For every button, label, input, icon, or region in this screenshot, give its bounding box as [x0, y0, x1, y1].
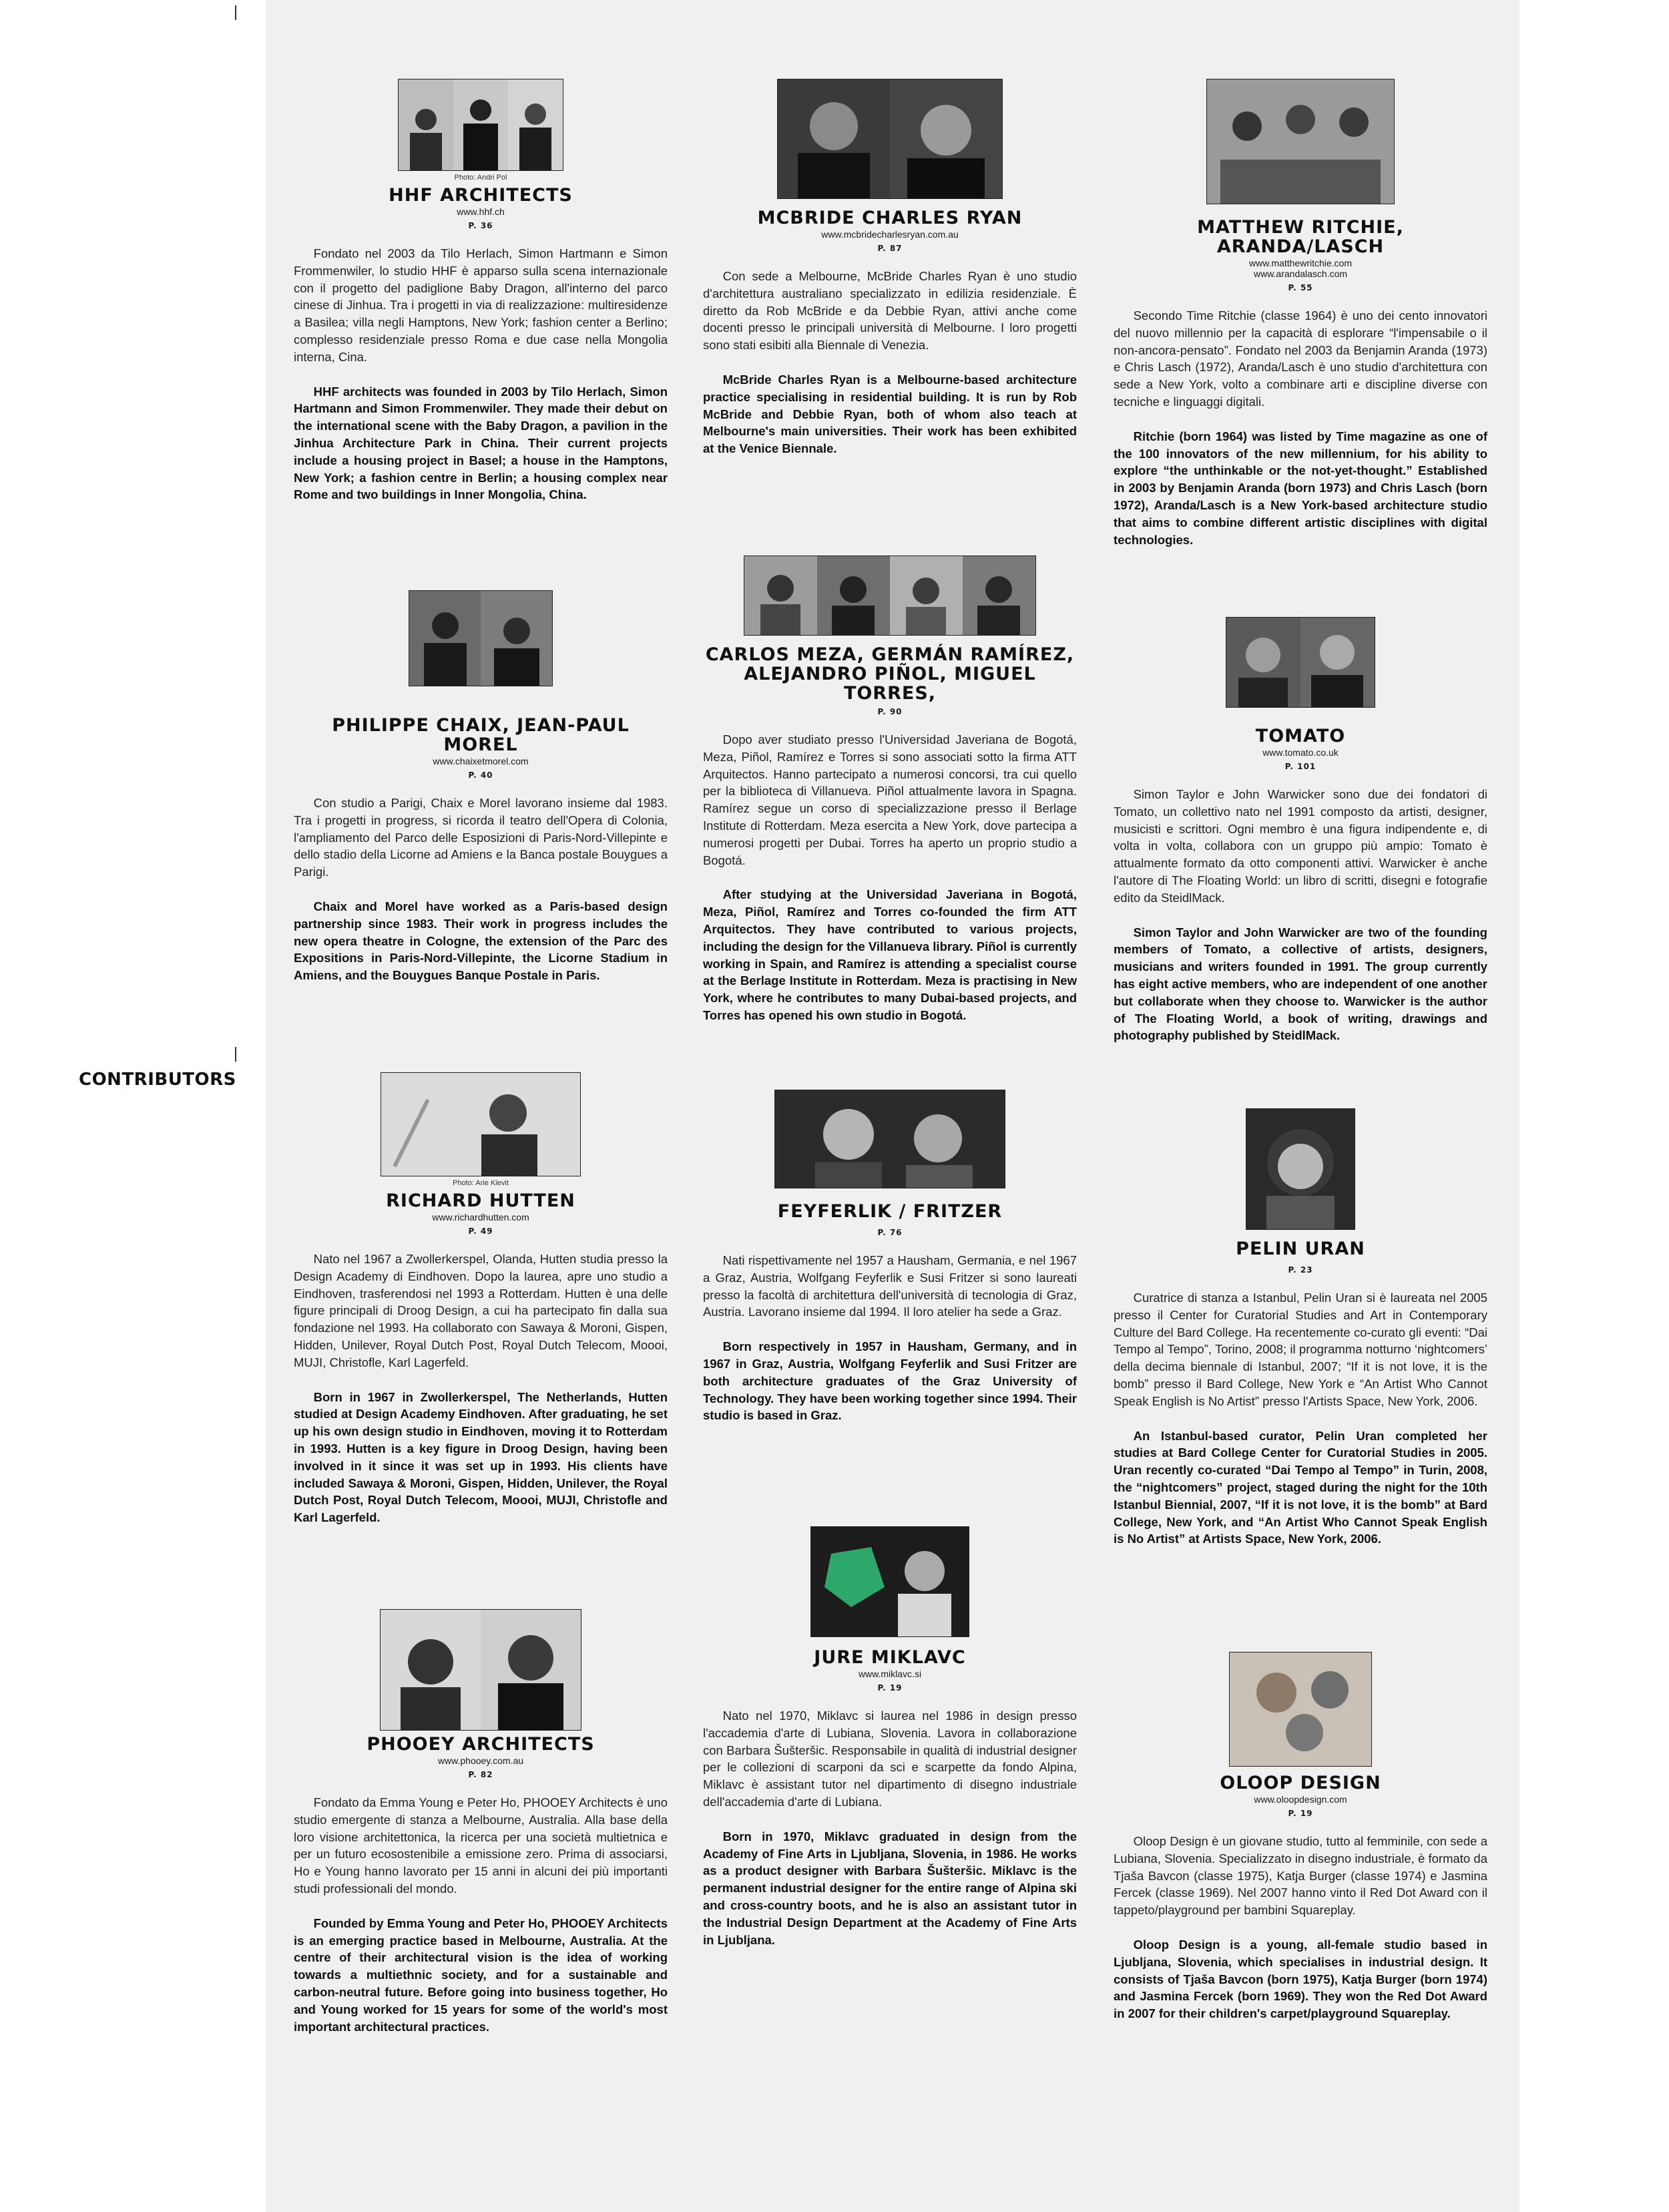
photo-uran [1246, 1108, 1355, 1230]
entry-oloop-design [1114, 1652, 1487, 2034]
photo-meza-ramirez-pinol-torres [744, 556, 1036, 636]
entry-feyferlik-fritzer [703, 1090, 1077, 1437]
bio-english: An Istanbul-based curator, Pelin Uran completed her studies at Bard College Center for Curatorial Studies in 2005. Uran recently co-curated “Dai Tempo al Tempo” in Turin, 2008, the “nightcomers” project, staged during the night for the 10th Istanbul Biennial, 2007, “If it is not love, it is the bomb” at Bard College, New York, and “An Artist Who Cannot Speak English is No Artist” at Artists Space, New York, 2006. [1114, 1428, 1487, 1546]
page-reference: P. 36 [468, 221, 493, 230]
bio-english: Founded by Emma Young and Peter Ho, PHOOEY Architects is an emerging practice based in Melbourne, Australia. At the centre of their architectural vision is the idea of working towards a multiethnic society, and for a sustainable and carbon-neutral future. Before going into business together, Ho and Young worked for 15 years for some of the world's most important architectural practices. [294, 1916, 668, 2034]
contributor-name: MCBRIDE CHARLES RYAN [757, 208, 1023, 228]
contributor-name: CARLOS MEZA, GERMÁN RAMÍREZ, ALEJANDRO PIÑOL, MIGUEL TORRES, [705, 644, 1075, 704]
page-reference: P. 82 [468, 1770, 493, 1779]
bio-italian: Simon Taylor e John Warwicker sono due dei fondatori di Tomato, un collettivo nato nel 1991 composto da artisti, designer, musicisti e scrittori. Ogni membro è una figura indipendente e, di volta in volta, collabora con un gruppo più ampio: Tomato è attualmente formato da otto componenti attivi. Warwicker è anche l'autore di The Floating World: un libro di scritti, disegni e fotografie edito da SteidlMack. [1114, 787, 1487, 905]
bio-italian: Con studio a Parigi, Chaix e Morel lavorano insieme dal 1983. Tra i progetti in progress, si ricorda il teatro dell'Opera di Colonia, l'ampliamento del Parco delle Esposizioni di Paris-Nord-Villepinte e dello stadio della Licorne ad Amiens e la Banca postale Bouygues a Parigi. [294, 796, 668, 879]
bio-italian: Secondo Time Ritchie (classe 1964) è uno dei cento innovatori del nuovo millennio per la capacità di esplorare “l'impensabile o il non-ancora-pensato”. Fondato nel 2003 da Benjamin Aranda (1973) e Chris Lasch (1972), Aranda/Lasch è uno studio d'architettura con sede a New York, volto a combinare arti e discipline diverse con tecniche e linguaggi digitali. [1114, 308, 1487, 409]
bio-italian: Curatrice di stanza a Istanbul, Pelin Uran si è laureata nel 2005 presso il Center for Curatorial Studies and Art in Contemporary Culture del Bard College. Ha recentemente co-curato gli eventi: “Dai Tempo al Tempo”, Torino, 2008; il programma notturno ‘nightcomers’ della decima biennale di Istanbul, 2007; “If it is not love, it is the bomb” presso il Bard College, New York e “An Artist Who Cannot Speak English is No Artist” presso l'Artists Space, New York, 2006. [1114, 1291, 1487, 1408]
entry-ritchie-aranda-lasch [1114, 79, 1487, 561]
photo-oloop [1229, 1652, 1372, 1767]
contributor-url[interactable]: www.hhf.ch [457, 206, 505, 217]
section-label: CONTRIBUTORS [79, 1070, 236, 1090]
bio-italian: Con sede a Melbourne, McBride Charles Ryan è uno studio d'architettura australiano specializzato in edilizia residenziale. È diretto da Rob McBride e da Debbie Ryan, attivi anche come docenti presso le principali università di Melbourne. I loro progetti sono stati esibiti alla Biennale di Venezia. [703, 269, 1077, 353]
bio-english: After studying at the Universidad Javeriana in Bogotá, Meza, Piñol, Ramírez and Torres co-founded the firm ATT Arquitectos. They have contributed to various projects, including the design for the Villanueva library. Piñol is currently working in Spain, and Ramírez is attending a specialist course at the Berlage Institute in Rotterdam. Meza is practising in New York, where he contributes to many Dubai-based projects, and Torres has opened his own studio in Bogotá. [703, 887, 1077, 1022]
crop-mark-middle [235, 1047, 236, 1062]
entry-tomato [1114, 617, 1487, 1057]
bio-italian: Nati rispettivamente nel 1957 a Hausham, Germania, e nel 1967 a Graz, Austria, Wolfgang Feyferlik e Susi Fritzer si sono laureati presso la facoltà di architettura dell'università di tecnologia di Graz, Austria. Lavorano insieme dal 1994. Il loro atelier ha sede a Graz. [703, 1253, 1077, 1319]
bio-italian: Nato nel 1967 a Zwollerkerspel, Olanda, Hutten studia presso la Design Academy di Eindhoven. Dopo la laurea, apre uno studio a Eindhoven, trasferendosi nel 1993 a Rotterdam. Hutten è una delle figure principali di Droog Design, a cui ha partecipato fin dalla sua fondazione nel 1993. Ha collaborato con Sawaya & Moroni, Gispen, Hidden, Unilever, Royal Dutch Post, Royal Dutch Telecom, Moooi, MUJI, Christofle, Karl Lagerfeld. [294, 1252, 668, 1369]
contributor-url-2[interactable]: www.arandalasch.com [1253, 268, 1348, 279]
page-reference: P. 23 [1288, 1265, 1313, 1275]
bio-english: Chaix and Morel have worked as a Paris-based design partnership since 1983. Their work in progress includes the new opera theatre in Cologne, the extension of the Parc des Expositions in Paris-Nord-Villepinte, the Licorne Stadium in Amiens, and the Bouygues Banque Postale in Paris. [294, 899, 668, 983]
contributor-url[interactable]: www.mcbridecharlesryan.com.au [821, 229, 959, 240]
contributor-name: MATTHEW RITCHIE, ARANDA/LASCH [1197, 217, 1404, 257]
bio-italian: Fondato da Emma Young e Peter Ho, PHOOEY Architects è uno studio emergente di stanza a Melbourne, Australia. Alla base della loro visione architettonica, la ricerca per una società multietnica e per un futuro ecosostenibile a emissione zero. Prima di associarsi, Ho e Young hanno lavorato per 15 anni in alcuni dei più importanti studi professionali del mondo. [294, 1795, 668, 1896]
page-reference: P. 76 [877, 1228, 903, 1237]
contributor-name: HHF ARCHITECTS [389, 185, 573, 206]
bio-english: Born respectively in 1957 in Hausham, Germany, and in 1967 in Graz, Austria, Wolfgang Feyferlik and Susi Fritzer are both architecture graduates of the Graz University of Technology. They have been working together since 1994. Their studio is based in Graz. [703, 1339, 1077, 1423]
entry-jure-miklavc [703, 1526, 1077, 1961]
contributor-name: OLOOP DESIGN [1220, 1773, 1381, 1793]
page-reference: P. 19 [1288, 1809, 1313, 1818]
bio-english: Oloop Design is a young, all-female studio based in Ljubljana, Slovenia, which specialises in industrial design. It consists of Tjaša Bavcon (born 1975), Katja Burger (born 1974) and Jasmina Fercek (born 1969). They won the Red Dot Award in 2007 for their children's carpet/playground Squareplay. [1114, 1937, 1487, 2021]
contributor-url[interactable]: www.oloopdesign.com [1254, 1794, 1347, 1805]
entry-richard-hutten [294, 1072, 668, 1538]
contributor-name: FEYFERLIK / FRITZER [777, 1201, 1003, 1222]
bio-english: Born in 1970, Miklavc graduated in design from the Academy of Fine Arts in Ljubljana, Slovenia, in 1986. He works as a product designer with Barbara Šušteršic. Miklavc is the permanent industrial designer for the entire range of Alpina ski and cross-country boots, and he is also an assistant tutor in the Industrial Design Department at the Academy of Fine Arts in Ljubljana. [703, 1829, 1077, 1947]
bio-english: Born in 1967 in Zwollerkerspel, The Netherlands, Hutten studied at Design Academy Eindhoven. After graduating, he set up his own design studio in Eindhoven, moving it to Rotterdam in 1993. Hutten is a key figure in Droog Design, having been involved in it since it was set up in 1993. His clients have included Sawaya & Moroni, Gispen, Hidden, Unilever, the Royal Dutch Post, Royal Dutch Telecom, Moooi, MUJI, Christofle and Karl Lagerfeld. [294, 1389, 668, 1525]
page-reference: P. 101 [1284, 762, 1317, 771]
photo-feyferlik-fritzer [774, 1090, 1005, 1188]
contributor-name: PELIN URAN [1236, 1239, 1365, 1259]
contributor-url-1[interactable]: www.matthewritchie.com [1248, 258, 1353, 268]
photo-hhf [398, 79, 563, 171]
bio-italian: Nato nel 1970, Miklavc si laurea nel 1986 in design presso l'accademia d'arte di Lubiana, Slovenia. Lavora in collaborazione con Barbara Šušteršic. Responsabile in qualità di industrial designer per le collezioni di scarponi da sci e scarpette da fondo Alpina, Miklavc è assistant tutor nel dipartimento di disegno industriale dell'accademia d'arte di Lubiana. [703, 1709, 1077, 1809]
entry-hhf-architects [294, 79, 668, 516]
bio-italian: Oloop Design è un giovane studio, tutto al femminile, con sede a Lubiana, Slovenia. Specializzato in disegno industriale, è formato da Tjaša Bavcon (classe 1975), Katja Burger (classe 1974) e Jasmina Fercek (classe 1969). Nel 2007 hanno vinto il Red Dot Award con il tappeto/playground per bambini Squareplay. [1114, 1834, 1487, 1918]
photo-tomato [1226, 617, 1375, 708]
contributor-url[interactable]: www.tomato.co.uk [1262, 747, 1339, 758]
contributor-url[interactable]: www.miklavc.si [858, 1669, 922, 1679]
entry-chaix-morel [294, 590, 668, 996]
bio-english: HHF architects was founded in 2003 by Tilo Herlach, Simon Hartmann and Simon Frommenwiler. They made their debut on the international scene with the Baby Dragon, a pavilion in the Jinhua Architecture Park in China. Their current projects include a housing project in Basel; a house in the Hamptons, New York; a fashion centre in Berlin; a housing complex near Rome and two buildings in Inner Mongolia, China. [294, 384, 668, 502]
photo-phooey [380, 1609, 581, 1731]
bio-english: Simon Taylor and John Warwicker are two of the founding members of Tomato, a collective of artists, designers, musicians and writers founded in 1991. The group currently has eight active members, who are independent of one another but collaborate when they choose to. Warwicker is the author of The Floating World, a book of writing, drawings and photography published by SteidlMack. [1114, 925, 1487, 1043]
contributor-url[interactable]: www.chaixetmorel.com [433, 756, 529, 766]
contributor-name: PHILIPPE CHAIX, JEAN-PAUL MOREL [332, 715, 630, 755]
photo-ritchie-aranda-lasch [1206, 79, 1395, 204]
page-reference: P. 55 [1288, 283, 1313, 292]
bio-italian: Dopo aver studiato presso l'Universidad Javeriana de Bogotá, Meza, Piñol, Ramírez e Torres si sono associati sotto la firma ATT Arquitectos. Hanno partecipato a numerosi concorsi, tra cui quello per la biblioteca di Villanueva. Piñol attualmente lavora in Spagna. Ramírez segue un corso di specializzazione presso il Berlage Institute di Rotterdam. Meza esercita a New York, dove partecipa a numerosi progetti per Dubai. Torres ha aperto un proprio studio a Bogotá. [703, 732, 1077, 867]
entry-mcbride-charles-ryan [703, 79, 1077, 469]
photo-hutten [381, 1072, 581, 1176]
contributor-url[interactable]: www.richardhutten.com [432, 1212, 529, 1223]
bio-english: Ritchie (born 1964) was listed by Time magazine as one of the 100 innovators of the new millennium, for his ability to explore “the unthinkable or the not-yet-thought.” Established in 2003 by Benjamin Aranda (born 1973) and Chris Lasch (born 1972), Aranda/Lasch is a New York-based architecture studio that aims to combine different artistic disciplines with digital technologies. [1114, 429, 1487, 547]
bio-english: McBride Charles Ryan is a Melbourne-based architecture practice specialising in residential building. It is run by Rob McBride and Debbie Ryan, both of whom also teach at Melbourne's main universities. Their work has been exhibited at the Venice Biennale. [703, 372, 1077, 456]
contributor-name: JURE MIKLAVC [814, 1647, 966, 1668]
entry-phooey-architects [294, 1609, 668, 2048]
page-reference: P. 19 [877, 1683, 903, 1693]
page-reference: P. 87 [877, 244, 903, 253]
contributor-name: TOMATO [1255, 726, 1346, 746]
photo-miklavc [810, 1526, 969, 1637]
entry-att-arquitectos [703, 556, 1077, 1036]
photo-mcbride [777, 79, 1003, 199]
photo-chaix-morel [409, 590, 553, 686]
contributor-name: RICHARD HUTTEN [386, 1190, 575, 1211]
photo-credit: Photo: Andri Pol [454, 174, 507, 182]
contributor-url[interactable]: www.phooey.com.au [437, 1755, 524, 1766]
page-reference: P. 49 [468, 1227, 493, 1236]
bio-italian: Fondato nel 2003 da Tilo Herlach, Simon Hartmann e Simon Frommenwiler, lo studio HHF è apparso sulla scena internazionale con il progetto del padiglione Baby Dragon, all'interno del parco cinese di Jinhua. Tra i progetti in via di realizzazione: multiresidenze a Basilea; villa negli Hamptons, New York; fashion center a Berlino; complesso residenziale presso Roma e due case nella Mongolia interna, Cina. [294, 246, 668, 364]
page-reference: P. 40 [468, 770, 493, 780]
page-reference: P. 90 [877, 707, 903, 716]
contributor-name: PHOOEY ARCHITECTS [367, 1734, 595, 1755]
entry-pelin-uran [1114, 1108, 1487, 1560]
photo-credit: Photo: Arie Kievit [453, 1179, 509, 1187]
crop-mark-top [235, 5, 236, 20]
